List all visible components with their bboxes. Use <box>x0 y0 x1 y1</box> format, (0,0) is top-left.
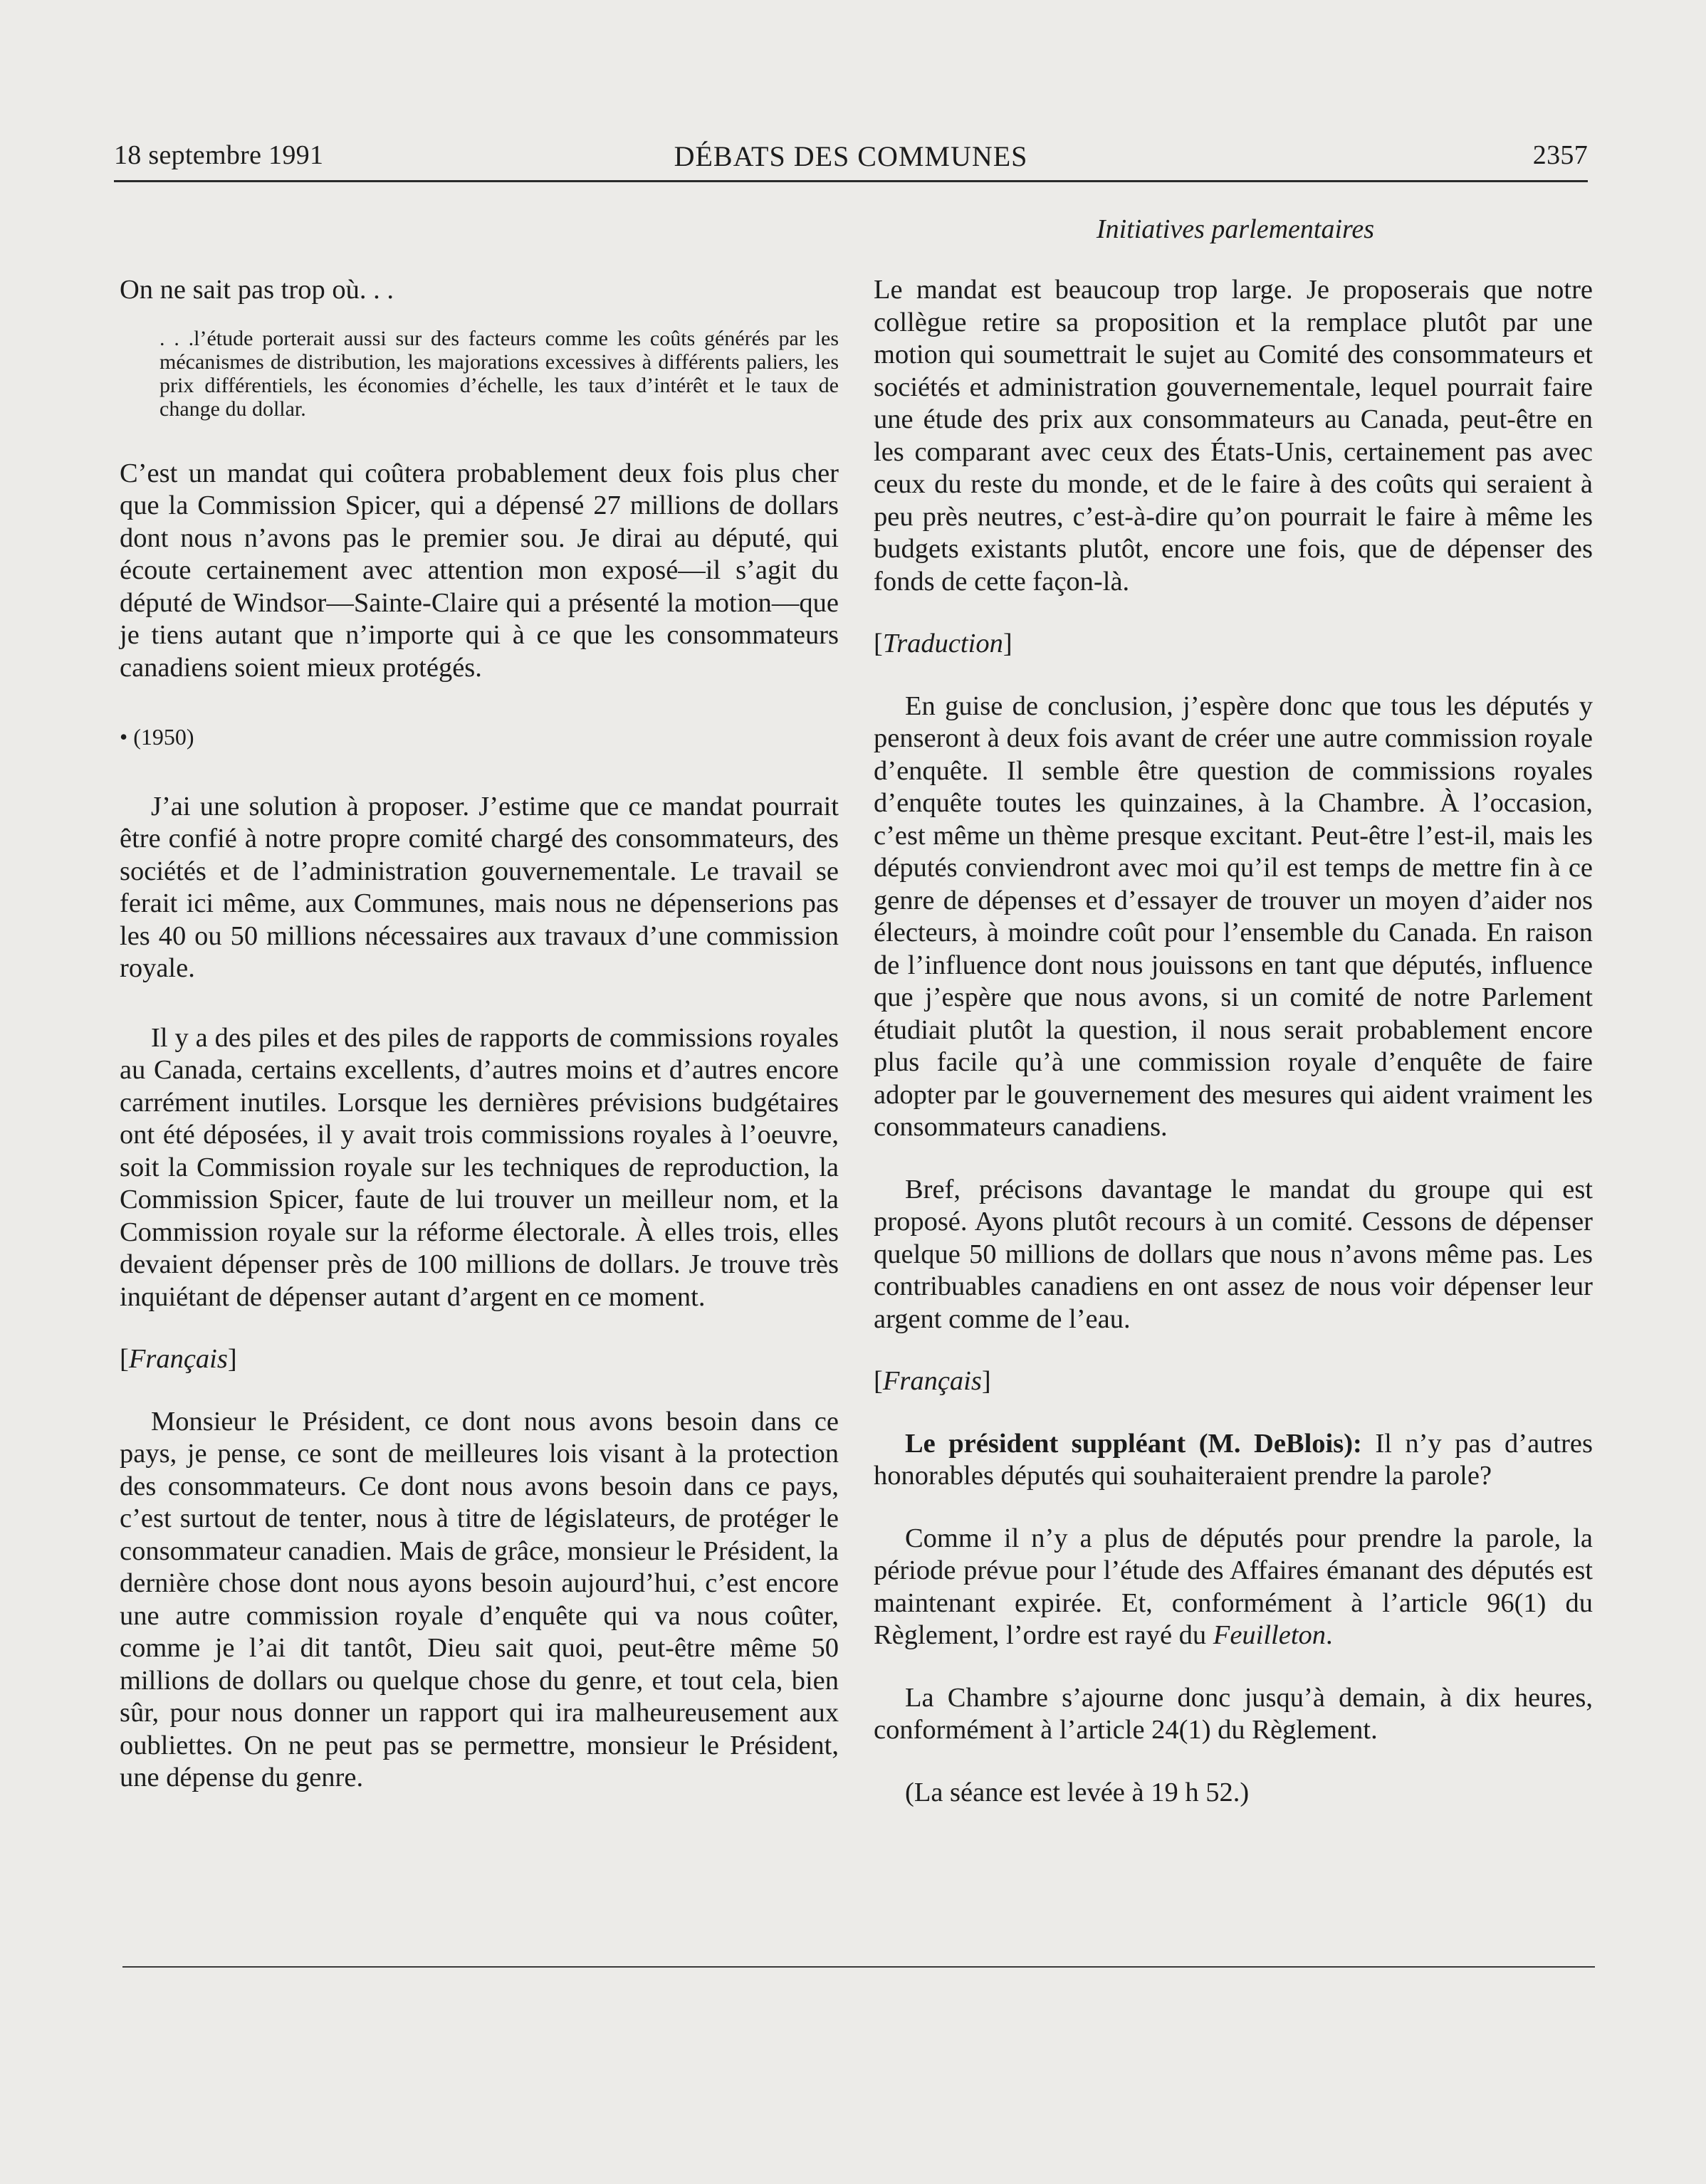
paragraph: On ne sait pas trop où. . . <box>120 275 394 305</box>
paragraph: Le mandat est beaucoup trop large. Je proposerais que notre collègue retire sa proposition et la remplace plutôt par une motion qui soumettrait le sujet au Comité des consommateurs et sociétés et administration gouvernementale, lequel pourrait faire une étude des prix aux consommateurs au Canada, peut-être en les comparant avec ceux des États-Unis, certainement pas avec ceux du reste du monde, et de le faire à des coûts qui seraient à peu près neutres, c’est-à-dire qu’on pourrait le faire à même les budgets existants plutôt, encore une fois, que de dépenser des fonds de cette façon-là. <box>874 275 1593 597</box>
page-number: 2357 <box>1532 140 1588 170</box>
header-date: 18 septembre 1991 <box>114 140 324 170</box>
paragraph: C’est un mandat qui coûtera probablement deux fois plus cher que la Commission Spicer, qui a dépensé 27 millions de dollars dont nous n’avons pas le premier sou. Je dirai au député, qui écoute certainement avec attention mon exposé—il s’agit du député de Windsor—Sainte-Claire qui a présenté la motion—que je tiens autant que n’importe qui à ce que les consommateurs canadiens soient mieux protégés. <box>120 458 839 683</box>
paragraph: Monsieur le Président, ce dont nous avons besoin dans ce pays, je pense, ce sont de meilleures lois visant à la protection des consommateurs. Ce dont nous avons besoin dans ce pays, c’est surtout de tenter, nous à titre de législateurs, de protéger le consommateur canadien. Mais de grâce, monsieur le Président, la dernière chose dont nous ayons besoin aujourd’hui, c’est encore une autre commission royale d’enquête qui va nous coûter, comme je l’ai dit tantôt, Dieu sait quoi, peut-être même 50 millions de dollars ou quelque chose du genre, et tout cela, bien sûr, pour nous donner un rapport qui ira malheureusement aux oubliettes. On ne peut pas se permettre, monsieur le Président, une dépense du genre. <box>120 1406 839 1792</box>
block-quote: . . .l’étude porterait aussi sur des facteurs comme les coûts générés par les mécanismes de distribution, les majorations excessives à différents paliers, les prix différentiels, les économies d’échelle, les taux d’intérêt et le taux de change du dollar. <box>159 326 839 421</box>
section-heading: Initiatives parlementaires <box>1096 214 1375 244</box>
footer-rule <box>122 1966 1595 1968</box>
speaker-name: Le président suppléant (M. DeBlois): <box>905 1428 1362 1459</box>
paragraph-text: Comme il n’y a plus de députés pour prendre la parole, la période prévue pour l’étude des Affaires émanant des députés est maintenant expirée. Et, conformément à l’article 96(1) du Règlement, l’ordre est rayé du <box>874 1523 1593 1650</box>
feuilleton-text: Feuilleton <box>1213 1620 1326 1650</box>
language-tag-text: Traduction <box>882 629 1003 658</box>
header-title: DÉBATS DES COMMUNES <box>674 140 1028 172</box>
speaker-paragraph <box>874 1428 1593 1493</box>
language-tag-text: Français <box>128 1344 228 1374</box>
paragraph <box>874 1523 1593 1652</box>
adjournment-note: (La séance est levée à 19 h 52.) <box>905 1777 1250 1807</box>
paragraph-end: . <box>1326 1620 1333 1650</box>
paragraph: J’ai une solution à proposer. J’estime que ce mandat pourrait être confié à notre propre comité chargé des consommateurs, des sociétés et de l’administration gouvernementale. Le travail se ferait ici même, aux Communes, mais nous ne dépenserions pas les 40 ou 50 millions nécessaires aux travaux d’une commission royale. <box>120 791 839 983</box>
header-rule <box>114 180 1588 182</box>
language-tag: [Français] <box>120 1344 237 1374</box>
time-marker: • (1950) <box>120 724 194 750</box>
paragraph: Bref, précisons davantage le mandat du groupe qui est proposé. Ayons plutôt recours à un comité. Cessons de dépenser quelque 50 millions de dollars que nous n’avons même pas. Les contribuables canadiens en ont assez de nous voir dépenser leur argent comme de l’eau. <box>874 1174 1593 1334</box>
left-column <box>120 274 839 1795</box>
language-tag: [Français] <box>874 1366 991 1396</box>
page-header <box>114 140 1588 182</box>
right-column <box>874 274 1593 1809</box>
language-tag: [Traduction] <box>874 629 1012 658</box>
paragraph: En guise de conclusion, j’espère donc que tous les députés y penseront à deux fois avant de créer une autre commission royale d’enquête. Il semble être question de commissions royales d’enquête toutes les quinzaines, à la Chambre. À l’occasion, c’est même un thème presque excitant. Peut-être l’est-il, mais les députés conviendront avec moi qu’il est temps de mettre fin à ce genre de dépenses et d’essayer de trouver un moyen d’aider nos électeurs, à moindre coût pour l’ensemble du Canada. En raison de l’influence dont nous jouissons en tant que députés, influence que j’espère que nous avons, si un comité de notre Parlement étudiait plutôt la question, il nous serait probablement encore plus facile qu’à une commission royale d’enquête de faire adopter par le gouvernement des mesures qui aident vraiment les consommateurs canadiens. <box>874 691 1593 1142</box>
paragraph: Il y a des piles et des piles de rapports de commissions royales au Canada, certains excellents, d’autres moins et d’autres encore carrément inutiles. Lorsque les dernières prévisions budgétaires ont été déposées, il y avait trois commissions royales à l’oeuvre, soit la Commission royale sur les techniques de reproduction, la Commission Spicer, faute de lui trouver un meilleur nom, et la Commission royale sur la réforme électorale. À elles trois, elles devaient dépenser près de 100 millions de dollars. Je trouve très inquiétant de dépenser autant d’argent en ce moment. <box>120 1022 839 1312</box>
language-tag-text: Français <box>882 1366 982 1396</box>
paragraph: La Chambre s’ajourne donc jusqu’à demain, à dix heures, conformément à l’article 24(1) du Règlement. <box>874 1682 1593 1745</box>
speaker-text: Il n’y pas d’autres honorables députés qui souhaiteraient prendre la parole? <box>874 1428 1593 1491</box>
